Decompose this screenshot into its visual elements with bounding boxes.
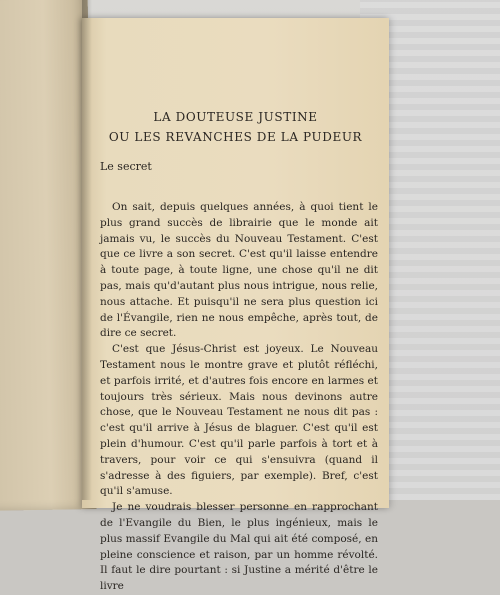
book-gutter-shadow bbox=[82, 0, 92, 500]
chapter-title-line-1: LA DOUTEUSE JUSTINE bbox=[153, 110, 318, 124]
paragraph-2: C'est que Jésus-Christ est joyeux. Le Nouveau Testament nous le montre grave et plutôt réfléchi, et parfois irrité, et d'autres fois encore en larmes et toujours très sérieux. Mais nous devinons autre chose, que le Nouveau Testament ne nous dit pas : c'est qu'il arrive à Jésus de blaguer. C'est qu'il est plein d'humour. C'est qu'il parle parfois à tort et à travers, pour voir ce qui s'ensuivra (quand il s'adresse à des figuiers, par exemple). Bref, c'est qu'il s'amuse. bbox=[100, 343, 378, 498]
paragraph-3: Je ne voudrais blesser personne en rapprochant de l'Evangile du Bien, le plus ingénieux, mais le plus massif Evangile du Mal qui ait été composé, en pleine conscience et raison, par un homme révolté. Il faut le dire pourtant : si Justine a mérité d'être le livre bbox=[100, 501, 378, 593]
paragraph-1: On sait, depuis quelques années, à quoi tient le plus grand succès de librairie que le monde ait jamais vu, le succès du Nouveau Testament. C'est que ce livre a son secret. C'est qu'il laisse entendre à toute page, à toute ligne, une chose qu'il ne dit pas, mais qu'd'autant plus nous intrigue, nous relie, nous attache. Et puisqu'il ne sera plus question ici de l'Évangile, rien ne nous empêche, après tout, de dire ce secret. bbox=[100, 201, 378, 340]
section-heading: Le secret bbox=[100, 160, 152, 173]
page-body-text bbox=[100, 200, 378, 595]
chapter-title-line-2: OU LES REVANCHES DE LA PUDEUR bbox=[108, 130, 363, 144]
book-page bbox=[82, 18, 389, 593]
